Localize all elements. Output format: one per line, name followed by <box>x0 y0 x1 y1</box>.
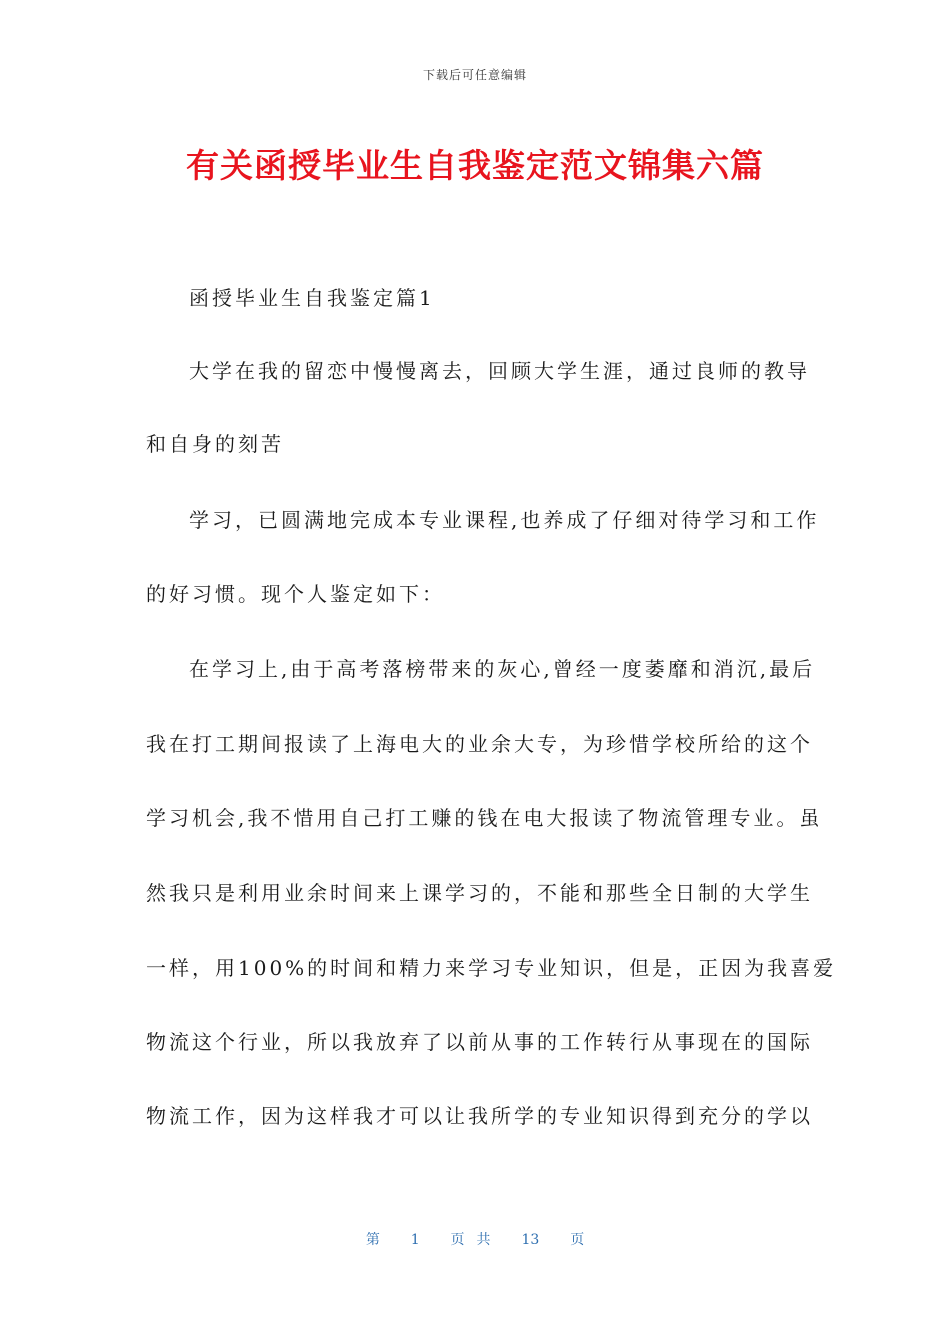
footer-middle: 页共 <box>450 1232 503 1248</box>
paragraph-line: 大学在我的留恋中慢慢离去，回顾大学生涯，通过良师的教导 <box>189 359 810 383</box>
document-title: 有关函授毕业生自我鉴定范文锦集六篇 <box>186 146 764 185</box>
paragraph-line: 一样，用100%的时间和精力来学习专业知识，但是，正因为我喜爱 <box>146 956 837 980</box>
header-note: 下载后可任意编辑 <box>422 68 527 82</box>
paragraph-line: 在学习上,由于高考落榜带来的灰心,曾经一度萎靡和消沉,最后 <box>189 657 816 681</box>
paragraph-line: 和自身的刻苦 <box>146 432 284 456</box>
section-heading: 函授毕业生自我鉴定篇1 <box>189 286 435 310</box>
paragraph-line: 学习机会,我不惜用自己打工赚的钱在电大报读了物流管理专业。虽 <box>146 806 823 830</box>
paragraph-line: 学习，已圆满地完成本专业课程,也养成了仔细对待学习和工作 <box>189 508 820 532</box>
footer-prefix: 第 <box>365 1232 380 1248</box>
total-pages: 13 <box>521 1232 540 1248</box>
footer-suffix: 页 <box>570 1232 585 1248</box>
paragraph-line: 物流工作，因为这样我才可以让我所学的专业知识得到充分的学以 <box>146 1104 813 1128</box>
paragraph-line: 然我只是利用业余时间来上课学习的，不能和那些全日制的大学生 <box>146 881 813 905</box>
page-footer <box>0 1229 950 1249</box>
paragraph-line: 物流这个行业，所以我放弃了以前从事的工作转行从事现在的国际 <box>146 1030 813 1054</box>
current-page-number: 1 <box>410 1232 420 1248</box>
paragraph-line: 的好习惯。现个人鉴定如下： <box>146 582 445 606</box>
paragraph-line: 我在打工期间报读了上海电大的业余大专，为珍惜学校所给的这个 <box>146 732 813 756</box>
